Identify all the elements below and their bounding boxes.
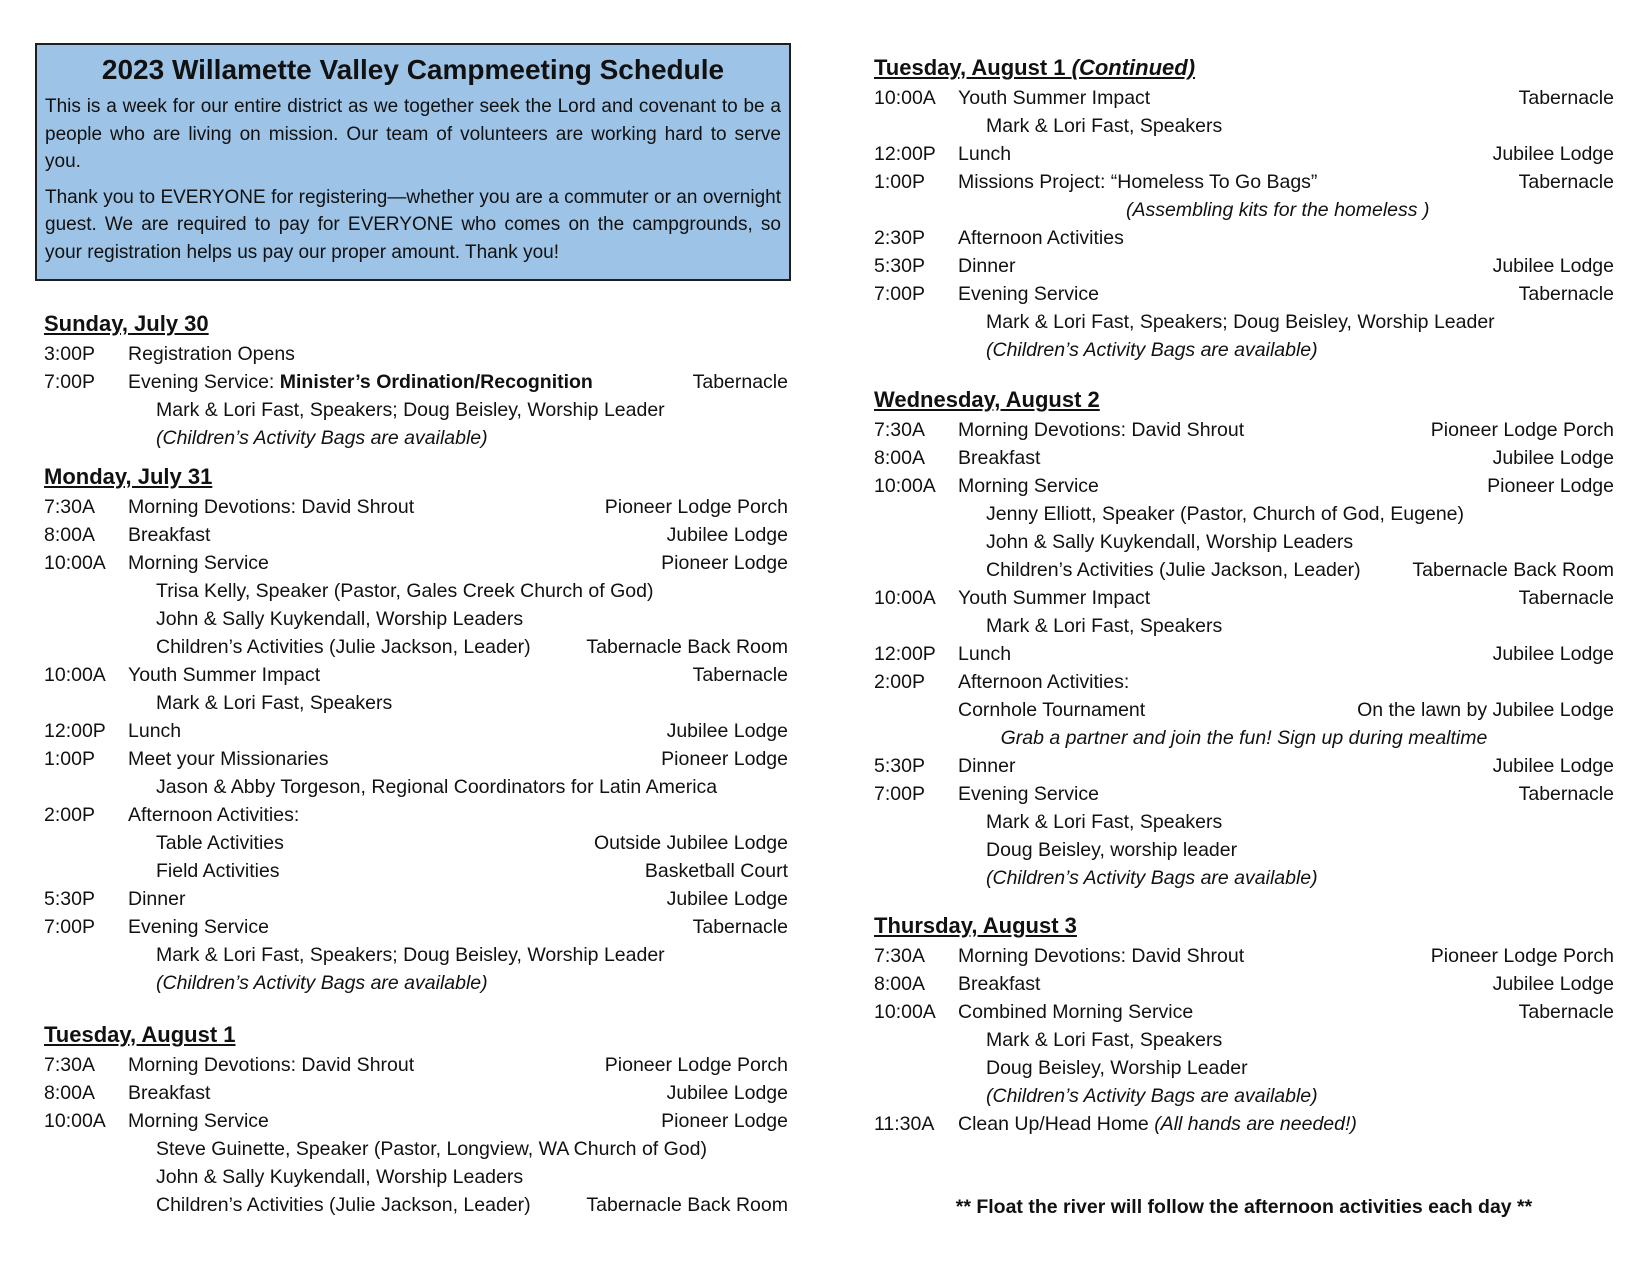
detail: John & Sally Kuykendall, Worship Leaders bbox=[986, 531, 1354, 553]
event-label: Clean Up/Head Home bbox=[958, 1113, 1149, 1135]
event: Cornhole Tournament bbox=[958, 699, 1146, 721]
location: Jubilee Lodge bbox=[1492, 143, 1614, 165]
day-tuesday-continued bbox=[874, 55, 1614, 364]
detail: Children’s Activities (Julie Jackson, Leader) bbox=[156, 1194, 531, 1216]
time: 8:00A bbox=[874, 447, 925, 469]
schedule-row bbox=[874, 280, 1614, 308]
detail: Field Activities bbox=[156, 860, 280, 882]
detail-row bbox=[874, 1054, 1614, 1082]
detail: Trisa Kelly, Speaker (Pastor, Gales Creek Church of God) bbox=[156, 580, 654, 602]
event: Lunch bbox=[958, 143, 1012, 165]
schedule-row bbox=[874, 640, 1614, 668]
event bbox=[128, 368, 593, 396]
schedule-row bbox=[44, 340, 788, 368]
location: Jubilee Lodge bbox=[666, 720, 788, 742]
detail-row bbox=[44, 857, 788, 885]
location: Pioneer Lodge bbox=[661, 552, 788, 574]
page-title: 2023 Willamette Valley Campmeeting Schedule bbox=[101, 54, 725, 85]
event: Lunch bbox=[958, 643, 1012, 665]
detail: Children’s Activities (Julie Jackson, Leader) bbox=[986, 559, 1361, 581]
detail: Mark & Lori Fast, Speakers bbox=[986, 115, 1223, 137]
detail-row bbox=[874, 1082, 1614, 1110]
event: Morning Devotions: David Shrout bbox=[128, 1054, 415, 1076]
schedule-row bbox=[874, 472, 1614, 500]
schedule-row bbox=[44, 745, 788, 773]
day-monday bbox=[44, 464, 788, 997]
event: Breakfast bbox=[128, 524, 211, 546]
event bbox=[958, 1110, 1357, 1138]
location: Tabernacle bbox=[692, 916, 788, 938]
schedule-row bbox=[44, 913, 788, 941]
detail-row bbox=[44, 829, 788, 857]
detail-row bbox=[44, 605, 788, 633]
detail-row bbox=[44, 577, 788, 605]
event: Meet your Missionaries bbox=[128, 748, 329, 770]
detail-row bbox=[874, 336, 1614, 364]
location: Pioneer Lodge Porch bbox=[604, 1054, 788, 1076]
location: Tabernacle bbox=[1518, 171, 1614, 193]
event: Combined Morning Service bbox=[958, 1001, 1194, 1023]
location: Jubilee Lodge bbox=[666, 1082, 788, 1104]
location: On the lawn by Jubilee Lodge bbox=[1357, 699, 1614, 721]
detail: Doug Beisley, worship leader bbox=[986, 839, 1238, 861]
schedule-row bbox=[874, 140, 1614, 168]
location: Tabernacle bbox=[1518, 87, 1614, 109]
detail-note: (Assembling kits for the homeless ) bbox=[1126, 199, 1430, 221]
detail-row bbox=[44, 1191, 788, 1219]
location: Tabernacle bbox=[1518, 283, 1614, 305]
detail-row bbox=[44, 773, 788, 801]
location: Tabernacle bbox=[692, 371, 788, 393]
event: Missions Project: “Homeless To Go Bags” bbox=[958, 171, 1318, 193]
time: 10:00A bbox=[874, 475, 936, 497]
location: Tabernacle bbox=[1518, 783, 1614, 805]
location: Jubilee Lodge bbox=[666, 524, 788, 546]
schedule-row bbox=[44, 549, 788, 577]
time: 11:30A bbox=[874, 1113, 935, 1135]
event: Breakfast bbox=[958, 973, 1041, 995]
detail: Jason & Abby Torgeson, Regional Coordinators for Latin America bbox=[156, 776, 718, 798]
time: 7:30A bbox=[44, 1054, 95, 1076]
event: Morning Devotions: David Shrout bbox=[128, 496, 415, 518]
detail: John & Sally Kuykendall, Worship Leaders bbox=[156, 608, 524, 630]
day-heading: Sunday, July 30 bbox=[44, 311, 209, 336]
time: 10:00A bbox=[874, 87, 936, 109]
schedule-row bbox=[44, 493, 788, 521]
detail: Mark & Lori Fast, Speakers bbox=[156, 692, 393, 714]
schedule-row bbox=[44, 1107, 788, 1135]
detail-row bbox=[874, 1026, 1614, 1054]
detail-note: (Children’s Activity Bags are available) bbox=[156, 972, 488, 994]
schedule-row bbox=[874, 84, 1614, 112]
detail: Mark & Lori Fast, Speakers bbox=[986, 1029, 1223, 1051]
event: Morning Service bbox=[128, 552, 269, 574]
location: Tabernacle Back Room bbox=[1412, 559, 1614, 581]
detail-row bbox=[44, 1135, 788, 1163]
detail-row bbox=[874, 724, 1614, 752]
location: Pioneer Lodge Porch bbox=[1430, 945, 1614, 967]
location: Outside Jubilee Lodge bbox=[593, 832, 788, 854]
event-label: Evening Service: bbox=[128, 371, 275, 393]
time: 10:00A bbox=[44, 1110, 106, 1132]
day-heading-text: Tuesday, August 1 bbox=[874, 55, 1066, 80]
schedule-row bbox=[874, 584, 1614, 612]
schedule-row bbox=[44, 1051, 788, 1079]
detail-row bbox=[44, 941, 788, 969]
schedule-row bbox=[44, 801, 788, 829]
event: Evening Service bbox=[128, 916, 269, 938]
detail-row bbox=[874, 864, 1614, 892]
detail-note: (Children’s Activity Bags are available) bbox=[986, 867, 1318, 889]
event: Morning Devotions: David Shrout bbox=[958, 419, 1245, 441]
footnote: ** Float the river will follow the afternoon activities each day ** bbox=[955, 1196, 1533, 1218]
time: 5:30P bbox=[874, 255, 925, 277]
location: Tabernacle Back Room bbox=[586, 636, 788, 658]
day-heading: Wednesday, August 2 bbox=[874, 387, 1100, 412]
day-heading: Thursday, August 3 bbox=[874, 913, 1077, 938]
location: Pioneer Lodge Porch bbox=[604, 496, 788, 518]
location: Tabernacle bbox=[1518, 587, 1614, 609]
time: 7:30A bbox=[874, 945, 925, 967]
detail: Mark & Lori Fast, Speakers; Doug Beisley, Worship Leader bbox=[156, 399, 665, 421]
time: 10:00A bbox=[44, 552, 106, 574]
location: Pioneer Lodge Porch bbox=[1430, 419, 1614, 441]
schedule-row bbox=[44, 521, 788, 549]
detail-row bbox=[874, 500, 1614, 528]
time: 7:00P bbox=[874, 283, 925, 305]
schedule-row bbox=[44, 1079, 788, 1107]
schedule-row bbox=[44, 368, 788, 396]
detail-row bbox=[44, 633, 788, 661]
detail-note: (Children’s Activity Bags are available) bbox=[986, 1085, 1318, 1107]
intro-paragraph-2: Thank you to EVERYONE for registering—whether you are a commuter or an overnight guest. We are required to pay for EVERYONE who comes on the campgrounds, so your registration helps us pay our proper amount. Thank you! bbox=[45, 186, 781, 263]
detail-row bbox=[874, 196, 1614, 224]
event: Youth Summer Impact bbox=[958, 87, 1151, 109]
time: 7:00P bbox=[44, 371, 95, 393]
time: 1:00P bbox=[44, 748, 95, 770]
time: 5:30P bbox=[44, 888, 95, 910]
event: Afternoon Activities: bbox=[958, 671, 1130, 693]
detail: Mark & Lori Fast, Speakers; Doug Beisley, Worship Leader bbox=[986, 311, 1495, 333]
detail-row bbox=[44, 1163, 788, 1191]
detail-row bbox=[874, 612, 1614, 640]
event: Dinner bbox=[958, 255, 1016, 277]
location: Jubilee Lodge bbox=[1492, 255, 1614, 277]
event: Morning Service bbox=[958, 475, 1099, 497]
detail-row bbox=[874, 308, 1614, 336]
time: 5:30P bbox=[874, 755, 925, 777]
detail-row bbox=[44, 689, 788, 717]
schedule-row bbox=[44, 717, 788, 745]
event: Dinner bbox=[128, 888, 186, 910]
schedule-row bbox=[874, 998, 1614, 1026]
schedule-row bbox=[874, 416, 1614, 444]
intro-paragraph-1: This is a week for our entire district as we together seek the Lord and covenant to be a people who are living on mission. Our team of volunteers are working hard to serve you. bbox=[45, 96, 781, 172]
event: Youth Summer Impact bbox=[128, 664, 321, 686]
schedule-row bbox=[874, 252, 1614, 280]
schedule-row bbox=[874, 224, 1614, 252]
schedule-row bbox=[874, 696, 1614, 724]
detail: Jenny Elliott, Speaker (Pastor, Church of God, Eugene) bbox=[986, 503, 1465, 525]
detail-row bbox=[874, 112, 1614, 140]
detail: Children’s Activities (Julie Jackson, Leader) bbox=[156, 636, 531, 658]
time: 2:00P bbox=[874, 671, 925, 693]
day-wednesday bbox=[874, 387, 1614, 892]
location: Jubilee Lodge bbox=[1492, 643, 1614, 665]
event: Morning Devotions: David Shrout bbox=[958, 945, 1245, 967]
detail-note: (Children’s Activity Bags are available) bbox=[986, 339, 1318, 361]
event: Registration Opens bbox=[128, 343, 295, 365]
location: Jubilee Lodge bbox=[1492, 447, 1614, 469]
intro-box bbox=[35, 43, 791, 281]
location: Jubilee Lodge bbox=[666, 888, 788, 910]
schedule-row bbox=[874, 970, 1614, 998]
detail-row bbox=[874, 808, 1614, 836]
event: Morning Service bbox=[128, 1110, 269, 1132]
time: 2:30P bbox=[874, 227, 925, 249]
event: Evening Service bbox=[958, 783, 1099, 805]
time: 7:30A bbox=[44, 496, 95, 518]
time: 8:00A bbox=[874, 973, 925, 995]
day-heading-continued: (Continued) bbox=[1071, 55, 1196, 80]
time: 12:00P bbox=[44, 720, 106, 742]
detail: Mark & Lori Fast, Speakers bbox=[986, 811, 1223, 833]
event-highlight: Minister’s Ordination/Recognition bbox=[279, 371, 593, 393]
schedule-row bbox=[874, 942, 1614, 970]
location: Tabernacle bbox=[692, 664, 788, 686]
location: Tabernacle Back Room bbox=[586, 1194, 788, 1216]
time: 7:00P bbox=[44, 916, 95, 938]
schedule-row bbox=[874, 668, 1614, 696]
time: 10:00A bbox=[874, 1001, 936, 1023]
detail-row bbox=[874, 556, 1614, 584]
day-sunday bbox=[44, 311, 788, 452]
schedule-row bbox=[874, 168, 1614, 196]
detail-row bbox=[874, 836, 1614, 864]
detail-row bbox=[874, 528, 1614, 556]
time: 12:00P bbox=[874, 143, 936, 165]
detail-row bbox=[44, 969, 788, 997]
day-tuesday bbox=[44, 1022, 788, 1219]
event: Evening Service bbox=[958, 283, 1099, 305]
time: 2:00P bbox=[44, 804, 95, 826]
detail: Steve Guinette, Speaker (Pastor, Longview, WA Church of God) bbox=[156, 1138, 707, 1160]
location: Pioneer Lodge bbox=[661, 748, 788, 770]
time: 10:00A bbox=[44, 664, 106, 686]
schedule-row bbox=[44, 885, 788, 913]
time: 1:00P bbox=[874, 171, 925, 193]
time: 8:00A bbox=[44, 1082, 95, 1104]
location: Tabernacle bbox=[1518, 1001, 1614, 1023]
schedule-row bbox=[874, 444, 1614, 472]
time: 7:00P bbox=[874, 783, 925, 805]
time: 10:00A bbox=[874, 587, 936, 609]
detail-row bbox=[44, 424, 788, 452]
day-heading: Monday, July 31 bbox=[44, 464, 213, 489]
event: Afternoon Activities bbox=[958, 227, 1124, 249]
detail: Mark & Lori Fast, Speakers; Doug Beisley, Worship Leader bbox=[156, 944, 665, 966]
detail: Doug Beisley, Worship Leader bbox=[986, 1057, 1248, 1079]
day-heading: Tuesday, August 1 bbox=[44, 1022, 236, 1047]
detail-note: Grab a partner and join the fun! Sign up during mealtime bbox=[1000, 727, 1488, 749]
schedule-row bbox=[44, 661, 788, 689]
event: Dinner bbox=[958, 755, 1016, 777]
schedule-row bbox=[874, 780, 1614, 808]
time: 7:30A bbox=[874, 419, 925, 441]
detail: Mark & Lori Fast, Speakers bbox=[986, 615, 1223, 637]
location: Pioneer Lodge bbox=[661, 1110, 788, 1132]
event: Lunch bbox=[128, 720, 182, 742]
schedule-row bbox=[874, 1110, 1614, 1138]
location: Basketball Court bbox=[644, 860, 788, 882]
schedule-row bbox=[874, 752, 1614, 780]
time: 8:00A bbox=[44, 524, 95, 546]
detail-note: (Children’s Activity Bags are available) bbox=[156, 427, 488, 449]
location: Jubilee Lodge bbox=[1492, 755, 1614, 777]
time: 3:00P bbox=[44, 343, 95, 365]
event: Breakfast bbox=[958, 447, 1041, 469]
event: Breakfast bbox=[128, 1082, 211, 1104]
detail-row bbox=[44, 396, 788, 424]
event-note: (All hands are needed!) bbox=[1154, 1113, 1357, 1135]
detail: John & Sally Kuykendall, Worship Leaders bbox=[156, 1166, 524, 1188]
event: Afternoon Activities: bbox=[128, 804, 300, 826]
day-heading bbox=[874, 55, 1614, 81]
day-thursday bbox=[874, 913, 1614, 1138]
detail: Table Activities bbox=[156, 832, 284, 854]
location: Jubilee Lodge bbox=[1492, 973, 1614, 995]
event: Youth Summer Impact bbox=[958, 587, 1151, 609]
time: 12:00P bbox=[874, 643, 936, 665]
location: Pioneer Lodge bbox=[1487, 475, 1614, 497]
